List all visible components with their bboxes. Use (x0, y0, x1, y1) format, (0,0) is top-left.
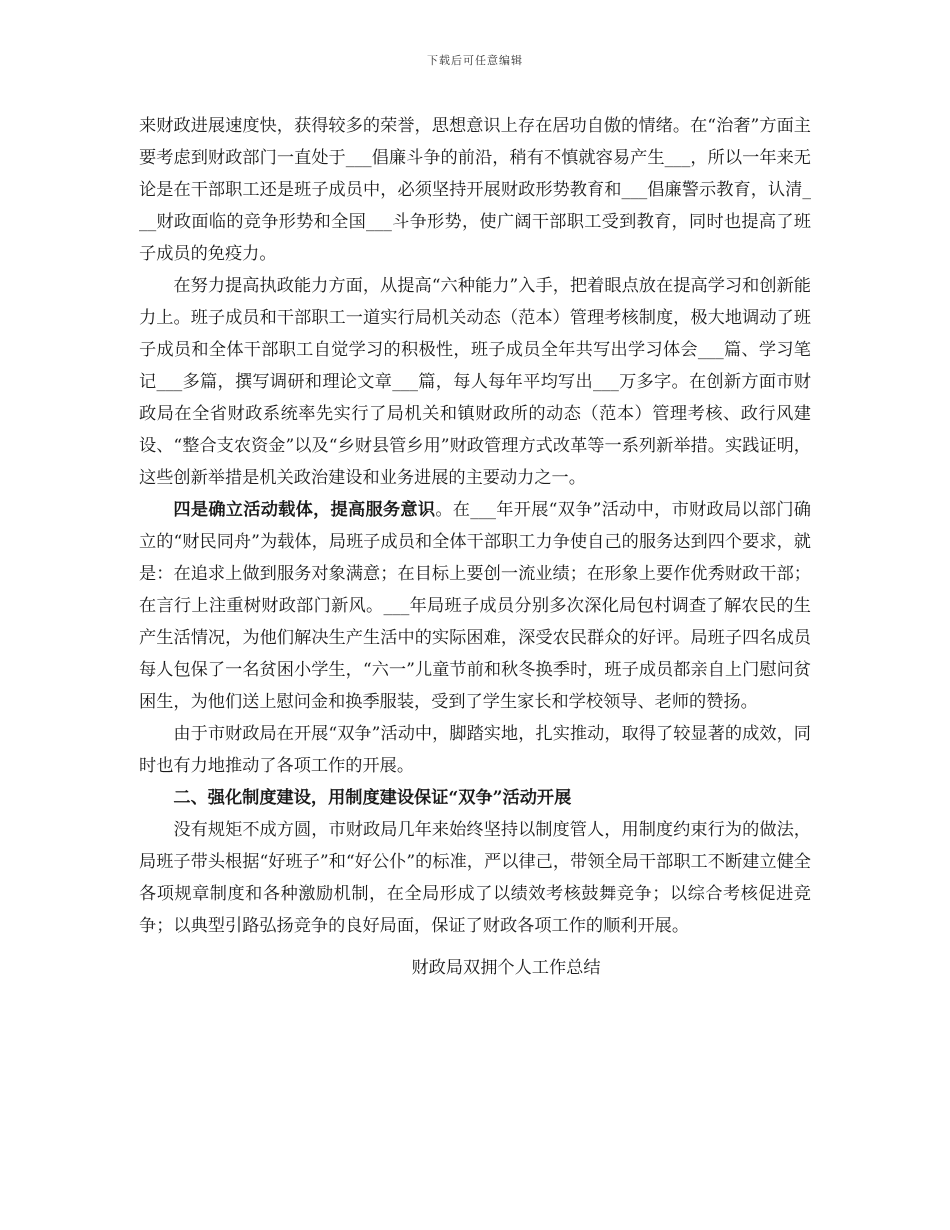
paragraph-2: 在努力提高执政能力方面，从提高“六种能力”入手，把着眼点放在提高学习和创新能力上。班子成员和干部职工一道实行局机关动态（范本）管理考核制度，极大地调动了班子成员和全体干部职工自觉学习的积极性，班子成员全年共写出学习体会___篇、学习笔记___多篇，撰写调研和理论文章___篇，每人每年平均写出___万多字。在创新方面市财政局在全省财政系统率先实行了局机关和镇财政所的动态（范本）管理考核、政行风建设、“整合支农资金”以及“乡财县管乡用”财政管理方式改革等一系列新举措。实践证明，这些创新举措是机关政治建设和业务进展的主要动力之一。 (139, 276, 811, 488)
paragraph-3 (139, 494, 811, 718)
section-heading-2: 二、强化制度建设，用制度建设保证“双争”活动开展 (173, 788, 572, 808)
page-header: 下载后可任意编辑 (427, 54, 523, 67)
paragraph-4: 由于市财政局在开展“双争”活动中，脚踏实地，扎实推动，取得了较显著的成效，同时也有力地推动了各项工作的开展。 (139, 724, 811, 776)
paragraph-1: 来财政进展速度快，获得较多的荣誉，思想意识上存在居功自傲的情绪。在“治奢”方面主要考虑到财政部门一直处于___倡廉斗争的前沿，稍有不慎就容易产生___，所以一年来无论是在干部职工还是班子成员中，必须坚持开展财政形势教育和___倡廉警示教育，认清___财政面临的竞争形势和全国___斗争形势，使广阔干部职工受到教育，同时也提高了班子成员的免疫力。 (139, 116, 811, 264)
document-title: 财政局双拥个人工作总结 (411, 958, 601, 978)
document-body (139, 110, 811, 984)
paragraph-5: 没有规矩不成方圆，市财政局几年来始终坚持以制度管人，用制度约束行为的做法，局班子带头根据“好班子”和“好公仆”的标准，严以律己，带领全局干部职工不断建立健全各项规章制度和各种激励机制，在全局形成了以绩效考核鼓舞竞争；以综合考核促进竞争；以典型引路弘扬竞争的良好局面，保证了财政各项工作的顺利开展。 (139, 820, 811, 936)
paragraph-3-lead: 四是确立活动载体，提高服务意识 (173, 500, 436, 520)
paragraph-3-body: 。在___年开展“双争”活动中，市财政局以部门确立的“财民同舟”为载体，局班子成员和全体干部职工力争使自己的服务达到四个要求，就是：在追求上做到服务对象满意；在目标上要创一流业绩；在形象上要作优秀财政干部；在言行上注重树财政部门新风。___年局班子成员分别多次深化局包村调查了解农民的生产生活情况，为他们解决生产生活中的实际困难，深受农民群众的好评。局班子四名成员每人包保了一名贫困小学生，“六一”儿童节前和秋冬换季时，班子成员都亲自上门慰问贫困生，为他们送上慰问金和换季服装，受到了学生家长和学校领导、老师的赞扬。 (139, 500, 811, 712)
